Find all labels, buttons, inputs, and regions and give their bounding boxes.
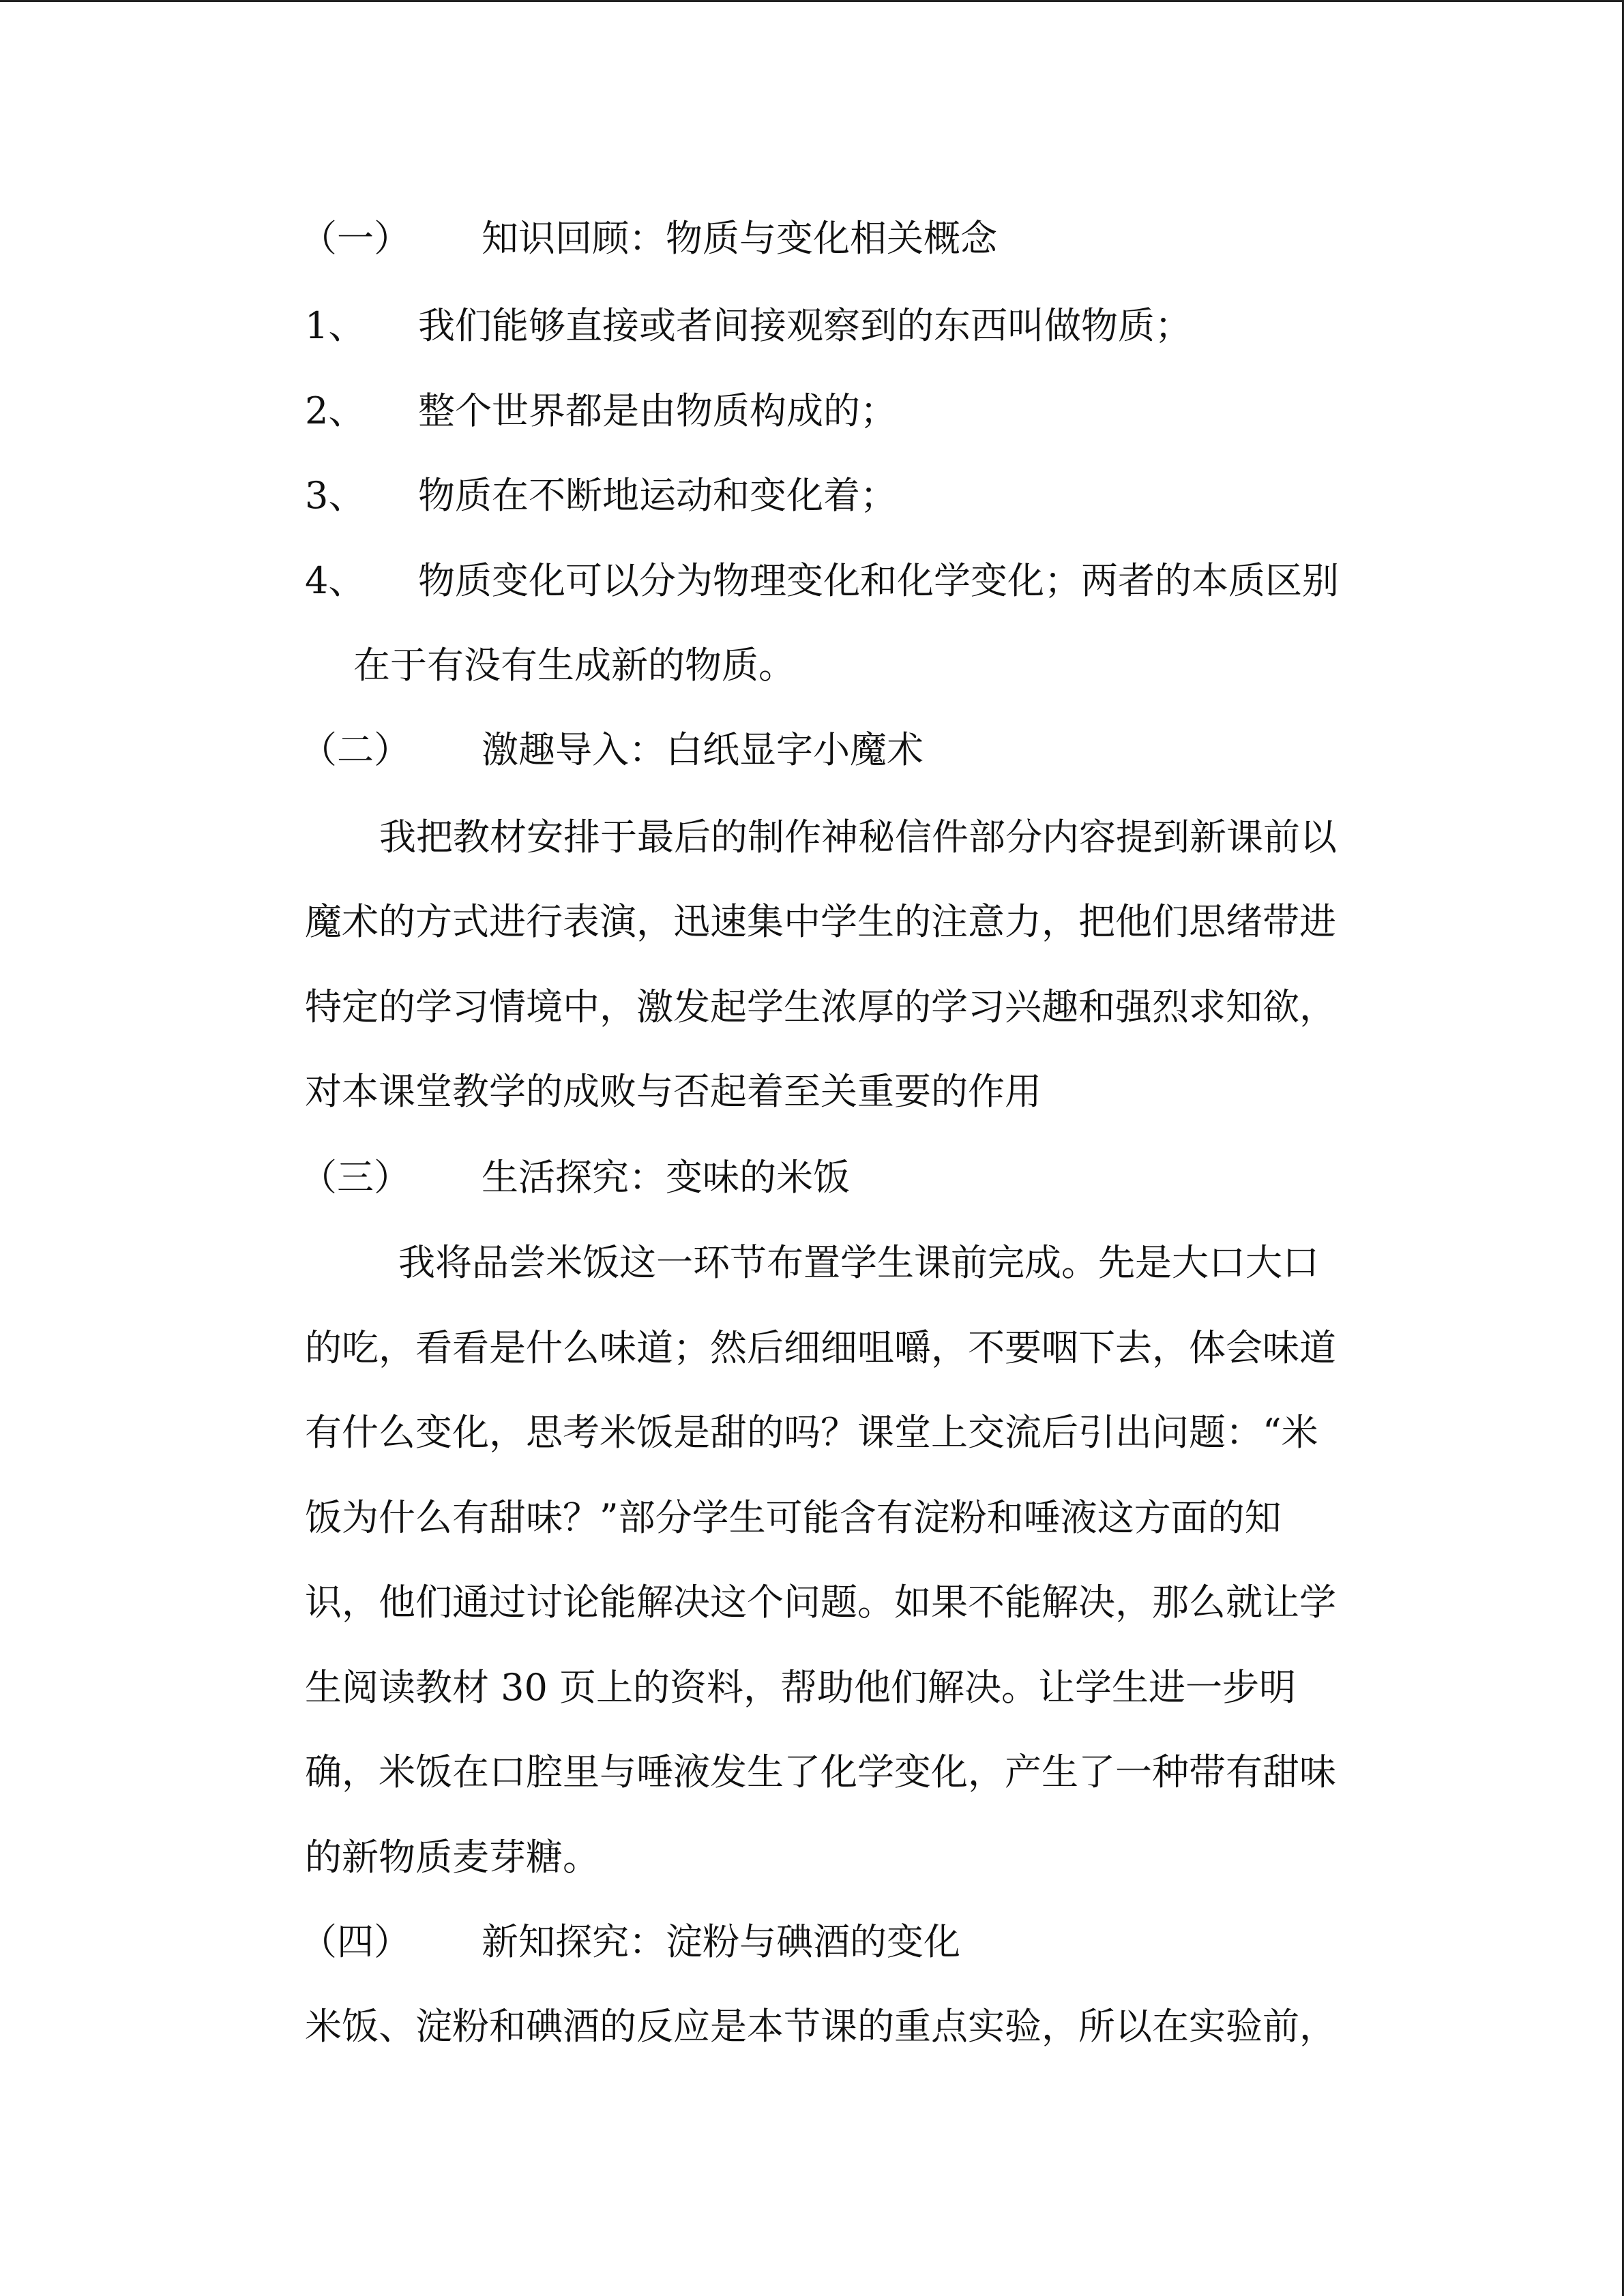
section-heading-3 <box>300 1156 850 1199</box>
paragraph-line: 魔术的方式进行表演，迅速集中学生的注意力，把他们思绪带进 <box>305 900 1336 943</box>
paragraph-line: 我将品尝米饭这一环节布置学生课前完成。先是大口大口 <box>398 1241 1319 1284</box>
section-title: 知识回顾：物质与变化相关概念 <box>482 217 997 260</box>
list-item <box>305 474 897 518</box>
list-text: 我们能够直接或者间接观察到的东西叫做物质； <box>418 304 1192 347</box>
paragraph-line: 识，他们通过讨论能解决这个问题。如果不能解决，那么就让学 <box>305 1581 1336 1624</box>
paragraph-line: 特定的学习情境中，激发起学生浓厚的学习兴趣和强烈求知欲， <box>305 985 1336 1028</box>
section-heading-2 <box>300 728 924 772</box>
section-label: （一） <box>300 217 411 260</box>
paragraph-line: 确，米饭在口腔里与唾液发生了化学变化，产生了一种带有甜味 <box>305 1750 1336 1793</box>
paragraph-line: 生阅读教材 30 页上的资料，帮助他们解决。让学生进一步明 <box>305 1666 1297 1709</box>
list-item <box>305 559 1339 603</box>
paragraph-line: 的新物质麦芽糖。 <box>305 1836 600 1879</box>
section-label: （三） <box>300 1156 411 1199</box>
list-text: 物质变化可以分为物理变化和化学变化；两者的本质区别 <box>418 559 1339 602</box>
section-label: （二） <box>300 728 411 771</box>
list-item <box>305 304 1192 348</box>
section-title: 生活探究：变味的米饭 <box>482 1156 850 1199</box>
list-item <box>305 389 897 433</box>
paragraph-line: 饭为什么有甜味？”部分学生可能含有淀粉和唾液这方面的知 <box>305 1496 1282 1539</box>
section-label: （四） <box>300 1920 411 1963</box>
section-title: 激趣导入：白纸显字小魔术 <box>482 728 924 771</box>
paragraph-line: 米饭、淀粉和碘酒的反应是本节课的重点实验，所以在实验前， <box>305 2005 1336 2048</box>
list-number: 4、 <box>305 559 366 602</box>
paragraph-line: 我把教材安排于最后的制作神秘信件部分内容提到新课前以 <box>379 816 1337 859</box>
paragraph-line: 对本课堂教学的成败与否起着至关重要的作用 <box>305 1070 1042 1113</box>
list-number: 3、 <box>305 474 366 517</box>
list-number: 1、 <box>305 304 366 347</box>
list-text: 整个世界都是由物质构成的； <box>418 389 897 432</box>
section-title: 新知探究：淀粉与碘酒的变化 <box>482 1920 960 1963</box>
list-text: 物质在不断地运动和变化着； <box>418 474 897 517</box>
section-heading-4 <box>300 1920 960 1964</box>
paragraph-line: 有什么变化，思考米饭是甜的吗？课堂上交流后引出问题：“米 <box>305 1411 1318 1454</box>
paragraph-line: 的吃，看看是什么味道；然后细细咀嚼，不要咽下去，体会味道 <box>305 1326 1336 1369</box>
section-heading-1 <box>300 217 997 260</box>
page-edge-top <box>0 0 1624 2</box>
list-number: 2、 <box>305 389 366 432</box>
list-item-continuation: 在于有没有生成新的物质。 <box>353 644 795 687</box>
